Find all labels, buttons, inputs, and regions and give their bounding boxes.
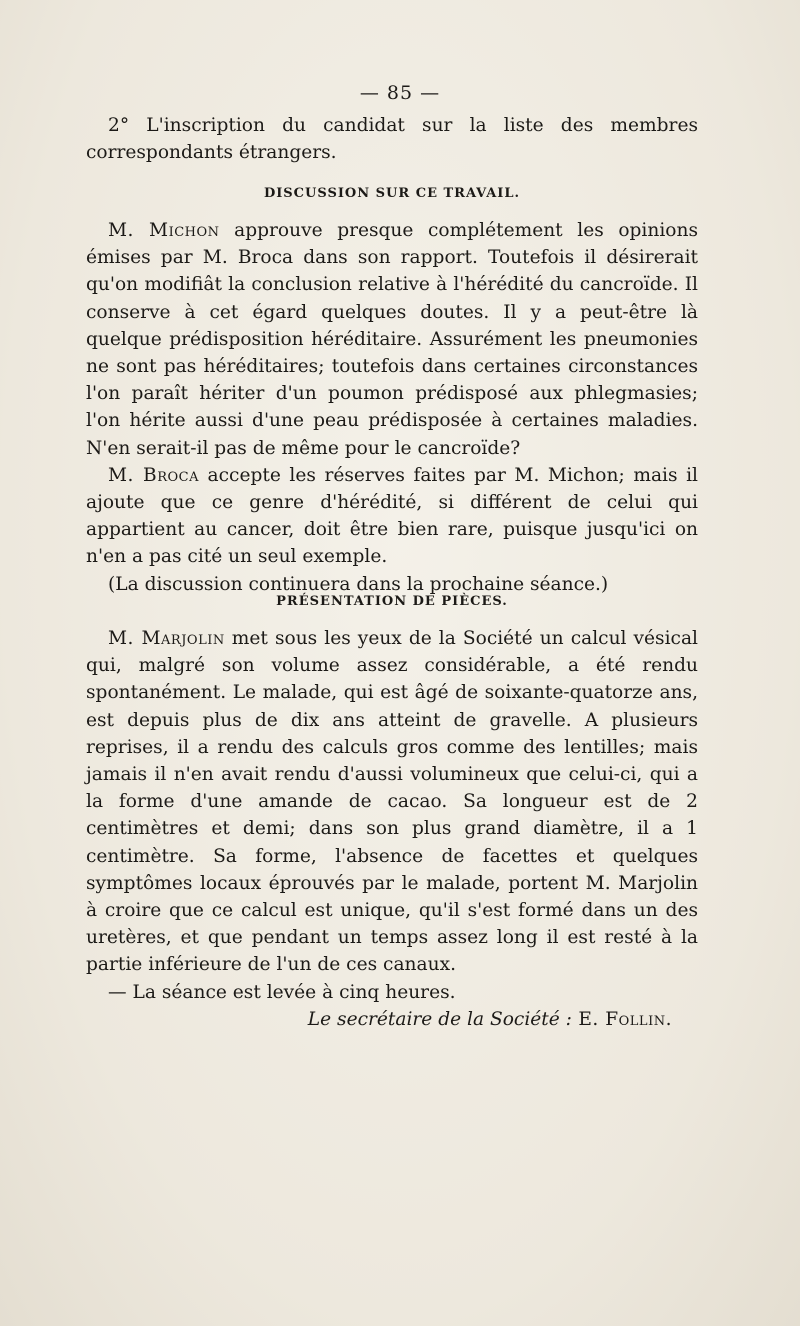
text-block-presentation	[86, 625, 698, 1033]
paragraph-michon-text: approuve presque complétement les opinions émises par M. Broca dans son rapport. Toutefois il désirerait qu'on modifiât la conclusion relative à l'hérédité du cancroïde. Il conserve à cet égard quelques doutes. Il y a peut-être là quelque prédisposition héréditaire. Assurément les pneumonies ne sont pas héréditaires; toutefois dans certaines circonstances l'on paraît hériter d'un poumon prédisposé aux phlegmasies; l'on hérite aussi d'une peau prédisposée à certaines maladies. N'en serait-il pas de même pour le cancroïde?	[86, 220, 699, 459]
paragraph-michon	[86, 217, 698, 462]
paragraph-marjolin-text: met sous les yeux de la Société un calcul vésical qui, malgré son volume assez considérable, a été rendu spontanément. Le malade, qui est âgé de soixante-quatorze ans, est depuis plus de dix ans atteint de gravelle. A plusieurs reprises, il a rendu des calculs gros comme des lentilles; mais jamais il n'en avait rendu d'aussi volumineux que celui-ci, qui a la forme d'une amande de cacao. Sa longueur est de 2 centimètres et demi; dans son plus grand diamètre, il a 1 centimètre. Sa forme, l'absence de facettes et quelques symptômes locaux éprouvés par le malade, portent M. Marjolin à croire que ce calcul est unique, qu'il s'est formé dans un des uretères, et que pendant un temps assez long il est resté à la partie inférieure de l'un de ces canaux.	[86, 628, 698, 976]
paragraph-broca-text: accepte les réserves faites par M. Michon; mais il ajoute que ce genre d'hérédité, si différent de celui qui appartient au cancer, doit être bien rare, puisque jusqu'ici on n'en a pas cité un seul exemple.	[86, 464, 698, 568]
signature	[86, 1006, 698, 1033]
signature-name: E. Follin.	[571, 1008, 672, 1030]
heading-discussion: DISCUSSION SUR CE TRAVAIL.	[263, 186, 521, 201]
paragraph-closing: — La séance est levée à cinq heures.	[108, 981, 456, 1003]
heading-presentation: PRÉSENTATION DE PIÈCES.	[276, 594, 508, 609]
speaker-broca: M. Broca	[108, 464, 199, 486]
section-discussion	[86, 180, 698, 207]
paragraph-inscription: 2° L'inscription du candidat sur la liste des membres correspondants étrangers.	[86, 115, 698, 164]
paragraph-broca	[86, 462, 698, 571]
signature-role: Le secrétaire de la Société :	[307, 1008, 572, 1030]
paragraph-continuation: (La discussion continuera dans la prochaine séance.)	[108, 573, 609, 595]
text-block-discussion	[86, 217, 698, 598]
text-block-top	[86, 112, 698, 166]
paragraph-marjolin	[86, 625, 698, 979]
speaker-michon: M. Michon	[108, 220, 220, 241]
speaker-marjolin: M. Marjolin	[108, 628, 225, 649]
page-number: — 85 —	[359, 82, 441, 104]
section-presentation	[86, 588, 698, 615]
